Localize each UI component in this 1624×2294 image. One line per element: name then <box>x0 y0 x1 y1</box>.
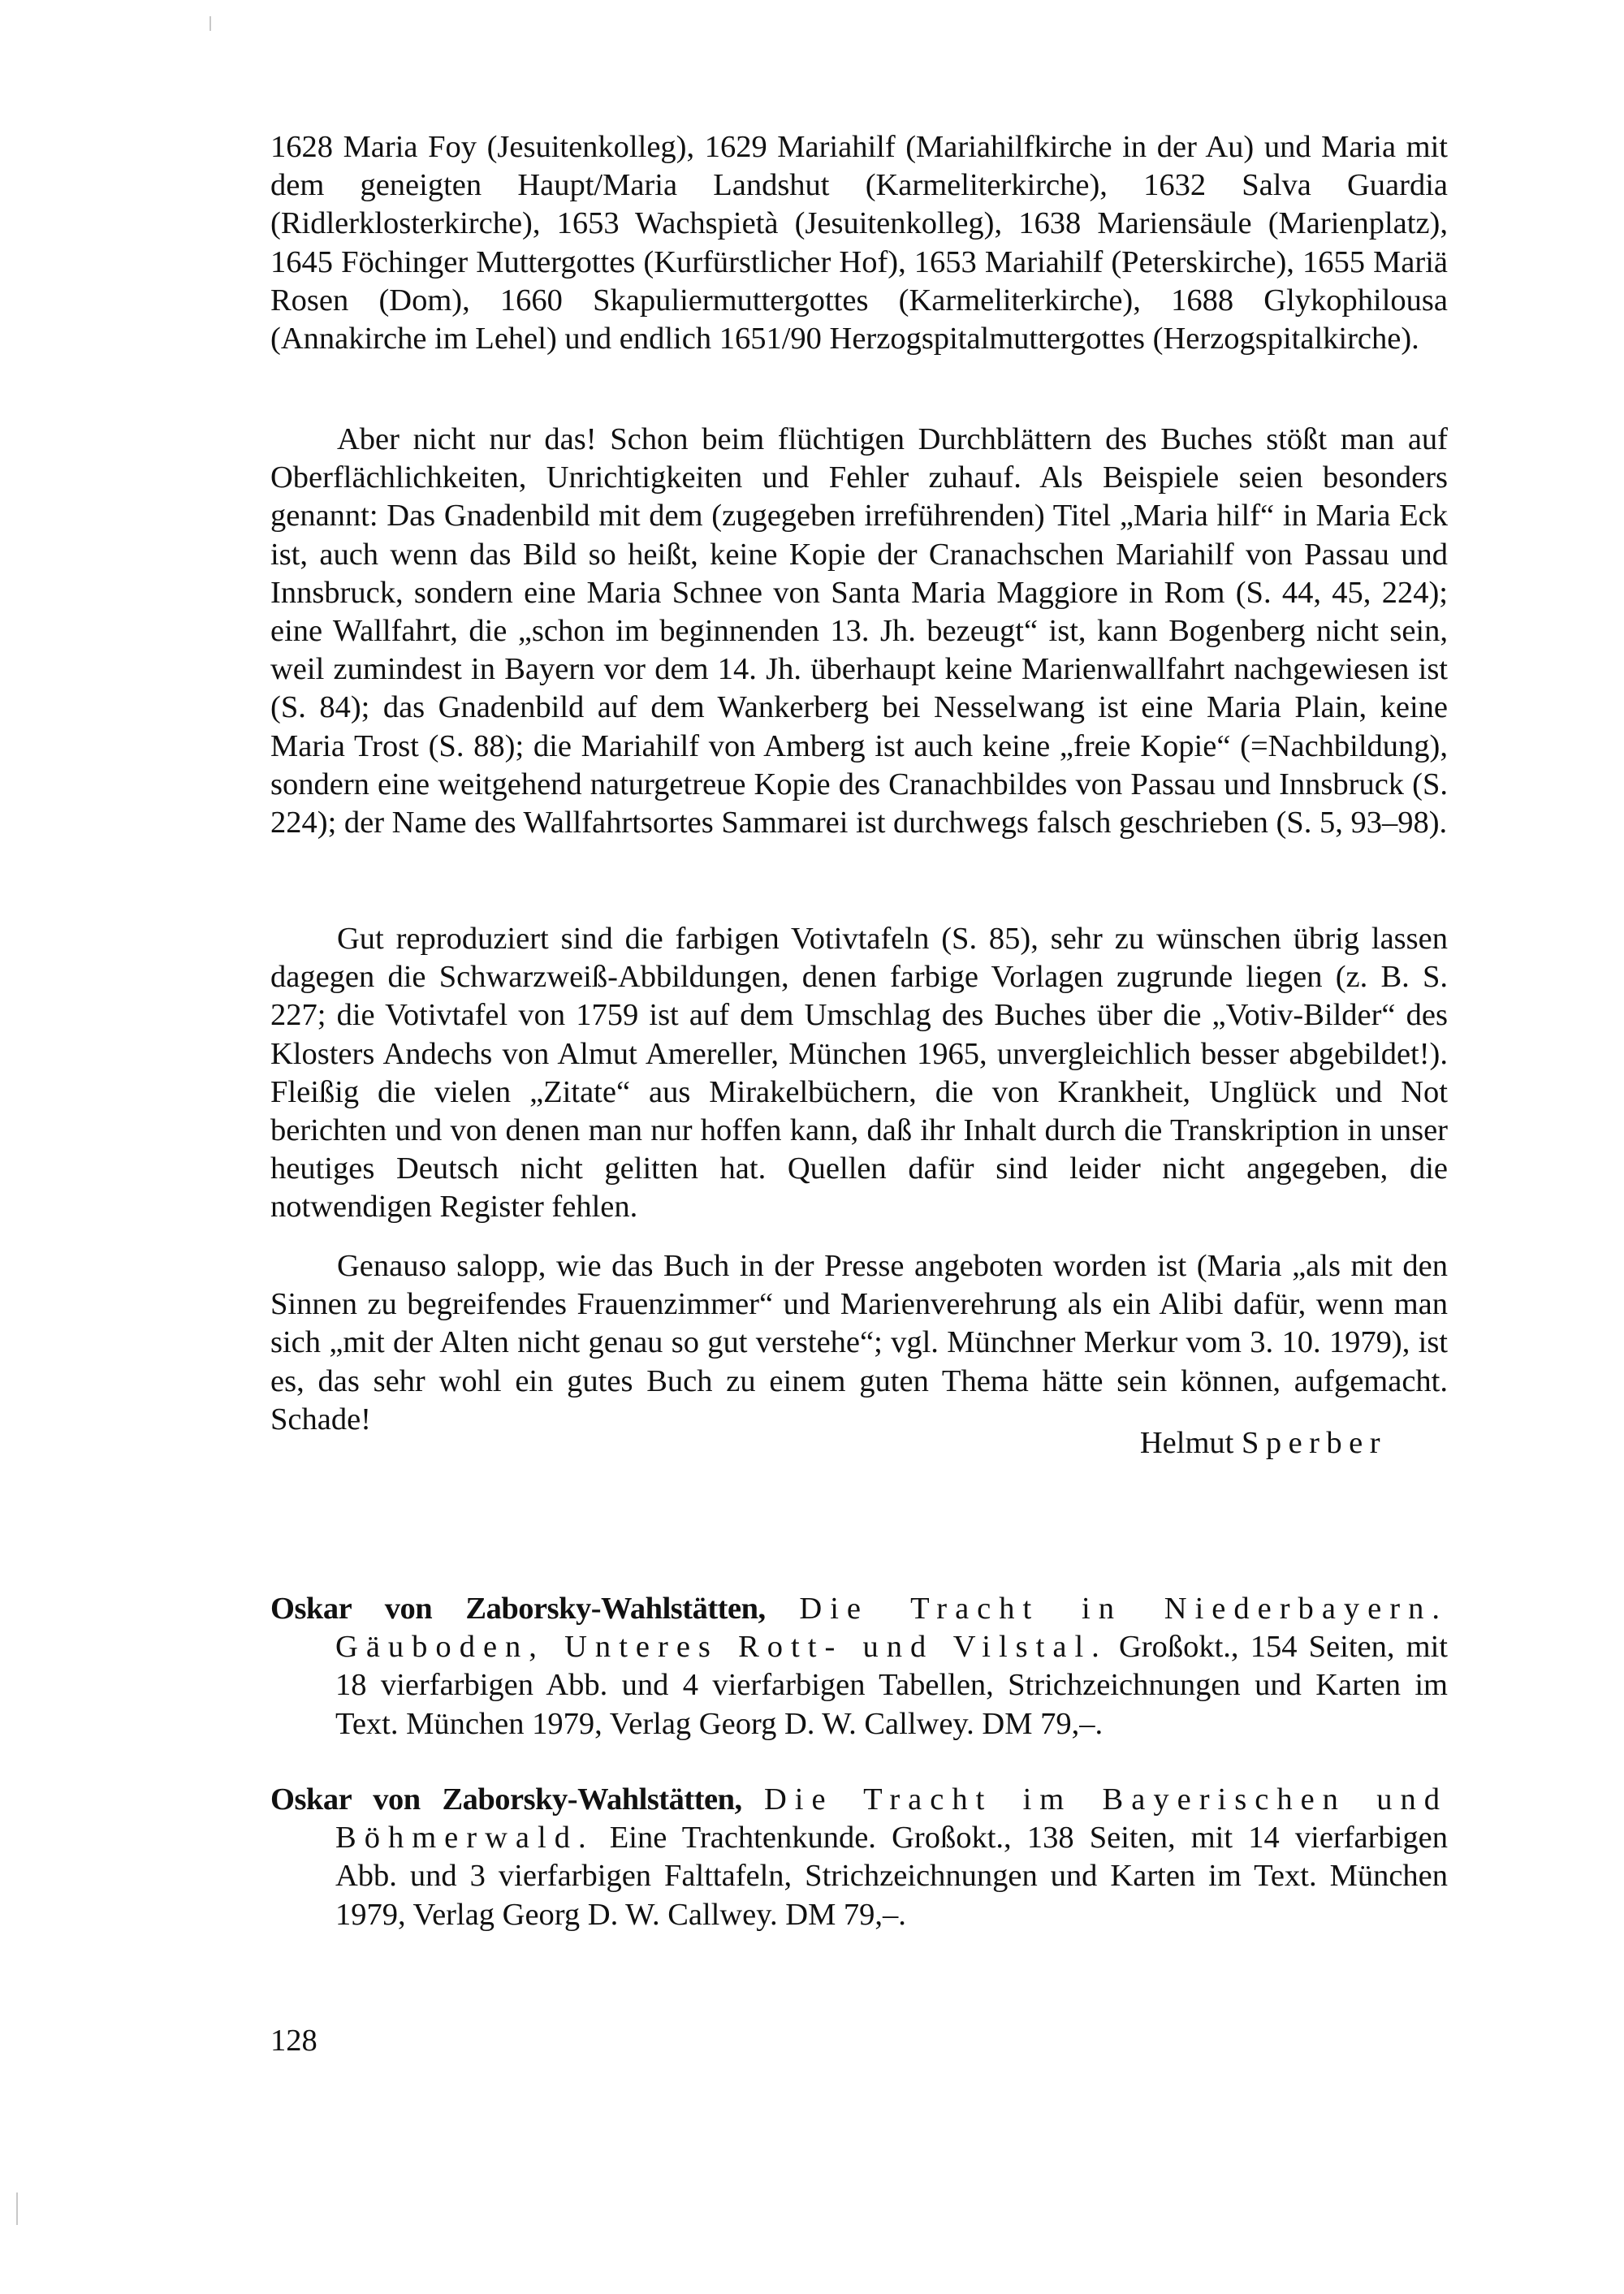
reviewer-first-name: Helmut <box>1139 1426 1234 1460</box>
review-paragraph-errors <box>270 421 1448 842</box>
scan-edge-mark <box>209 16 211 31</box>
book-reference <box>270 1590 1448 1743</box>
reviewer-signature <box>1140 1424 1387 1462</box>
book-reference <box>270 1781 1448 1934</box>
reference-title: Die Tracht in Niederbayern. Gäuboden, Unteres Rott- und Vilstal. <box>335 1592 1448 1665</box>
page-number: 128 <box>270 2024 317 2058</box>
paragraph-text: 1628 Maria Foy (Jesuitenkolleg), 1629 Mariahilf (Mariahilfkirche in der Au) und Maria mit dem geneigten Haupt/Maria Landshut (Karmeliterkirche), 1632 Salva Guardia (Ridlerklosterkirche), 1653 Wachspietà (Jesuitenkolleg), 1638 Mariensäule (Marienplatz), 1645 Föchinger Muttergottes (Kurfürstlicher Hof), 1653 Mariahilf (Peterskirche), 1655 Mariä Rosen (Dom), 1660 Skapuliermuttergottes (Karmeliterkirche), 1688 Glykophilousa (Annakirche im Lehel) und endlich 1651/90 Herzogspitalmuttergottes (Herzogspitalkirche). <box>270 130 1448 356</box>
reference-title: Die Tracht im Bayerischen und Böhmerwald. <box>335 1782 1449 1856</box>
paragraph-text: Aber nicht nur das! Schon beim flüchtigen Durchblättern des Buches stößt man auf Oberflächlichkeiten, Unrichtigkeiten und Fehler zuhauf. Als Beispiele seien besonders genannt: Das Gnadenbild mit dem (zugegeben irreführenden) Titel „Maria hilf“ in Maria Eck ist, auch wenn das Bild so heißt, keine Kopie der Cranachschen Mariahilf von Passau und Innsbruck, sondern eine Maria Schnee von Santa Maria Maggiore in Rom (S. 44, 45, 224); eine Wallfahrt, die „schon im beginnenden 13. Jh. bezeugt“ ist, kann Bogenberg nicht sein, weil zumindest in Bayern vor dem 14. Jh. überhaupt keine Marienwallfahrt nachgewiesen ist (S. 84); das Gnadenbild auf dem Wankerberg bei Nesselwang ist eine Maria Plain, keine Maria Trost (S. 88); die Mariahilf von Amberg ist auch keine „freie Kopie“ (=Nachbildung), sondern eine weitgehend naturgetreue Kopie des Cranachbildes von Passau und Innsbruck (S. 224); der Name des Wallfahrtsortes Sammarei ist durchwegs falsch geschrieben (S. 5, 93–98). <box>270 422 1448 840</box>
review-paragraph-conclusion <box>270 1247 1448 1439</box>
reference-author: Oskar von Zaborsky-Wahlstätten, <box>270 1592 766 1626</box>
review-paragraph-continued <box>270 128 1448 358</box>
reference-details: Großokt., 154 Seiten, mit 18 vierfarbigen Abb. und 4 vierfarbigen Tabellen, Strichzeichnungen und Karten im Text. München 1979, Verlag Georg D. W. Callwey. DM 79,–. <box>335 1630 1448 1741</box>
reference-details: Eine Trachtenkunde. Großokt., 138 Seiten, mit 14 vierfarbigen Abb. und 3 vierfarbigen Falttafeln, Strichzeichnungen und Karten im Text. München 1979, Verlag Georg D. W. Callwey. DM 79,–. <box>335 1821 1448 1932</box>
paragraph-text: Gut reproduziert sind die farbigen Votivtafeln (S. 85), sehr zu wünschen übrig lassen dagegen die Schwarzweiß-Abbildungen, denen farbige Vorlagen zugrunde liegen (z. B. S. 227; die Votivtafel von 1759 ist auf dem Umschlag des Buches über die „Votiv-Bilder“ des Klosters Andechs von Almut Amereller, München 1965, unvergleichlich besser abgebildet!). Fleißig die vielen „Zitate“ aus Mirakelbüchern, die von Krankheit, Unglück und Not berichten und von denen man nur hoffen kann, daß ihr Inhalt durch die Transkription in unser heutiges Deutsch nicht gelitten hat. Quellen dafür sind leider nicht angegeben, die notwendigen Register fehlen. <box>270 922 1448 1225</box>
paragraph-text: Genauso salopp, wie das Buch in der Presse angeboten worden ist (Maria „als mit den Sinnen zu begreifendes Frauenzimmer“ und Marienverehrung als ein Alibi dafür, wenn man sich „mit der Alten nicht genau so gut verstehe“; vgl. Münchner Merkur vom 3. 10. 1979), ist es, das sehr wohl ein gutes Buch zu einem guten Thema hätte sein können, aufgemacht. Schade! <box>270 1249 1448 1436</box>
review-paragraph-illustrations <box>270 920 1448 1227</box>
reviewer-last-name: Sperber <box>1241 1426 1387 1460</box>
reference-author: Oskar von Zaborsky-Wahlstätten, <box>270 1782 742 1817</box>
scan-edge-mark <box>16 2192 18 2225</box>
